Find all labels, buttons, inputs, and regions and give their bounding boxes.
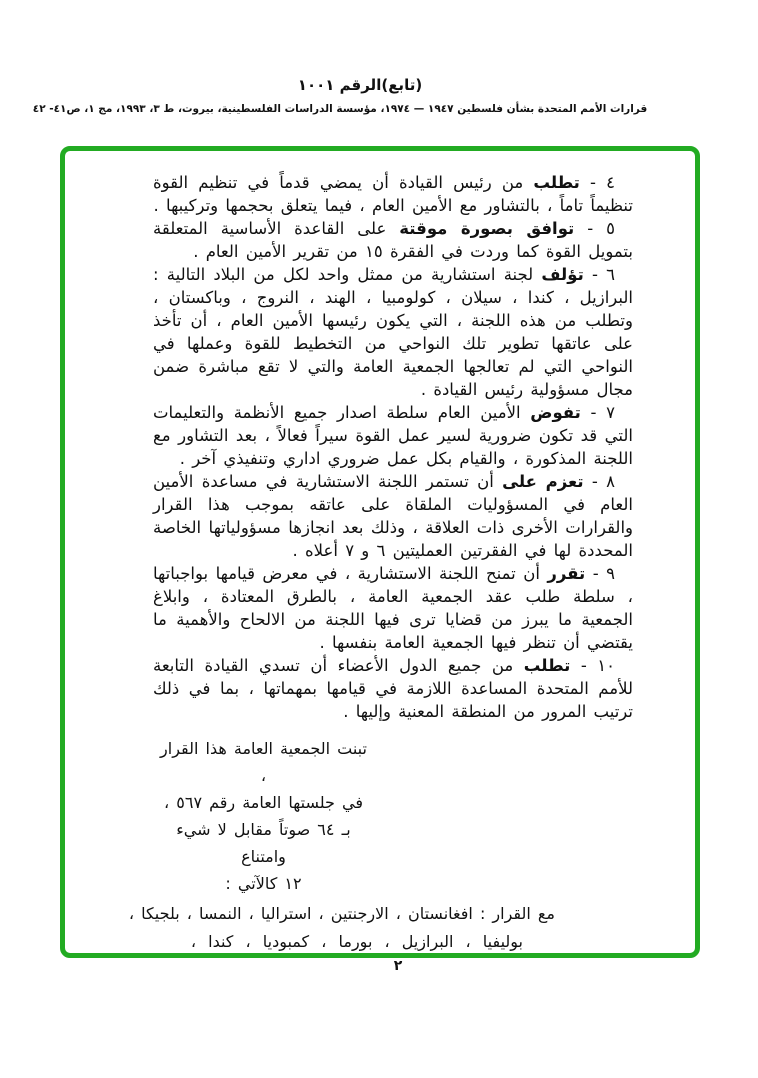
paragraph-body-text: من جميع الدول الأعضاء أن تسدي القيادة التابعة للأمم المتحدة المساعدة اللازمة في قيامها بمهماتها ، بما في ذلك ترتيب المرور من المنطقة المعنية وإليها . bbox=[153, 656, 633, 721]
resolution-paragraph-5 bbox=[153, 217, 633, 263]
paragraph-lead-word: تقرر bbox=[547, 564, 586, 583]
green-frame bbox=[60, 146, 700, 958]
vote-line bbox=[87, 900, 555, 928]
paragraph-body-text: لجنة استشارية من ممثل واحد لكل من البلاد التالية : البرازيل ، كندا ، سيلان ، كولومبيا ، الهند ، النروج ، وباكستان ، وتطلب من هذه اللجنة ، التي يكون رئيسها الأمين العام ، أن تأخذ على عاتقها تطوير تلك النواحي من التخطيط للقوة وعملها في النواحي التي لم تعالجها الجمعية العامة والتي لا تقع مباشرة ضمن مجال مسؤولية رئيس القيادة . bbox=[153, 265, 633, 399]
paragraph-number: ٦ - bbox=[591, 265, 615, 284]
paragraph-number: ٥ - bbox=[587, 219, 615, 238]
resolution-paragraph-7 bbox=[153, 401, 633, 470]
adoption-note bbox=[156, 735, 371, 897]
paragraph-body-text: الأمين العام سلطة اصدار جميع الأنظمة والتعليمات التي قد تكون ضرورية لسير عمل القوة سيراً فعالاً ، بعد التشاور مع اللجنة المذكورة ، والقيام بكل عمل ضروري اداري وتنفيذي آخر . bbox=[153, 403, 633, 468]
resolution-paragraph-9 bbox=[153, 562, 633, 654]
paragraph-body-text: من رئيس القيادة أن يمضي قدماً في تنظيم القوة تنظيماً تاماً ، بالتشاور مع الأمين العام ، فيما يتعلق بحجمها وتركيبها . bbox=[153, 173, 633, 215]
paragraph-lead-word: تطلب bbox=[533, 173, 580, 192]
paragraph-lead-word: تفوض bbox=[530, 403, 581, 422]
resolution-paragraph-6 bbox=[153, 263, 633, 401]
source-citation: قرارات الأمم المتحدة بشأن فلسطين ١٩٤٧ — ١٩٧٤، مؤسسة الدراسات الفلسطينية، بيروت، ط ٣، ١٩٩٣، مج ١، ص٤١- ٤٢ bbox=[32, 103, 648, 115]
vote-line bbox=[87, 956, 555, 958]
vote-for-label: مع القرار : bbox=[479, 904, 555, 923]
adoption-line: بـ ٦٤ صوتاً مقابل لا شيء وامتناع bbox=[176, 820, 351, 866]
vote-record bbox=[87, 900, 555, 958]
vote-line: بوليفيا ، البرازيل ، بورما ، كمبوديا ، كندا ، bbox=[190, 932, 523, 951]
adoption-line: في جلستها العامة رقم ٥٦٧ ، bbox=[164, 793, 363, 812]
adoption-line: تبنت الجمعية العامة هذا القرار ، bbox=[160, 739, 367, 785]
paragraph-number: ١٠ - bbox=[580, 656, 616, 675]
paragraph-body-text: أن تمنح اللجنة الاستشارية ، في معرض قيامها بواجباتها ، سلطة طلب عقد الجمعية العامة ، بالطرق المعتادة ، وابلاغ الجمعية ما يبرز من قضايا ترى فيها اللجنة من الالحاح والأهمية ما يقتضي أن تنظر فيها الجمعية العامة بنفسها . bbox=[153, 564, 633, 652]
paragraph-lead-word: توافق بصورة موقتة bbox=[399, 219, 575, 238]
paragraph-number: ٤ - bbox=[590, 173, 616, 192]
paragraph-number: ٨ - bbox=[591, 472, 616, 491]
paragraph-number: ٩ - bbox=[592, 564, 616, 583]
paragraph-lead-word: تعزم على bbox=[502, 472, 584, 491]
paragraph-number: ٧ - bbox=[590, 403, 616, 422]
paragraph-body-text: على القاعدة الأساسية المتعلقة بتمويل القوة كما وردت في الفقرة ١٥ من تقرير الأمين العام . bbox=[153, 219, 633, 261]
resolution-text-block bbox=[65, 151, 695, 958]
page-number: ٢ bbox=[393, 958, 403, 974]
vote-countries: افغانستان ، الارجنتين ، استراليا ، النمسا ، بلجيكا ، bbox=[128, 904, 473, 923]
resolution-paragraph-4 bbox=[153, 171, 633, 217]
paragraph-lead-word: تؤلف bbox=[541, 265, 584, 284]
resolution-paragraph-8 bbox=[153, 470, 633, 562]
adoption-line: ١٢ كالآتي : bbox=[225, 874, 302, 893]
page-title: (تابع)الرقم ١٠٠١ bbox=[297, 76, 423, 94]
paragraph-lead-word: تطلب bbox=[523, 656, 571, 675]
resolution-paragraph-10 bbox=[153, 654, 633, 723]
paragraph-body-text: أن تستمر اللجنة الاستشارية في مساعدة الأمين العام في المسؤوليات الملقاة على عاتقه بموجب هذا القرار والقرارات الأخرى ذات العلاقة ، وذلك بعد انجازها مسؤولياتها الخاصة المحددة لها في الفقرتين العمليتين ٦ و ٧ أعلاه . bbox=[153, 472, 633, 560]
